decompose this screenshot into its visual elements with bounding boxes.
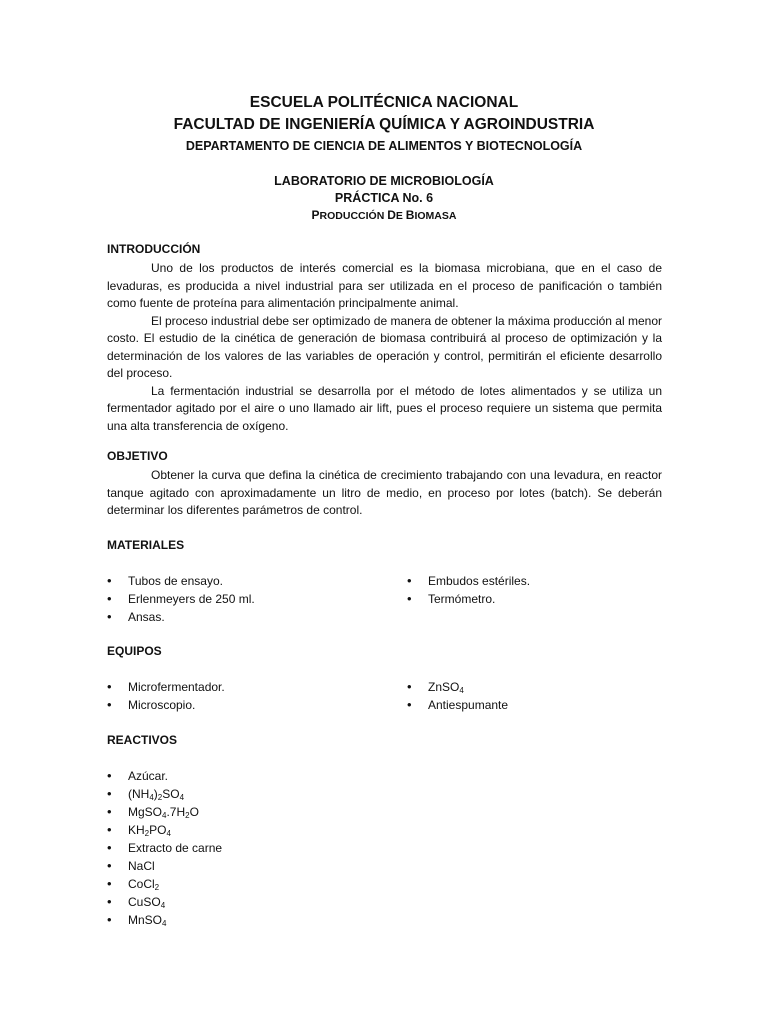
formula-subscript: 2: [154, 883, 160, 892]
subtitle-part: RODUCCIÓN: [319, 210, 388, 222]
formula-part: KH: [128, 823, 145, 837]
list-item: • Antiespumante: [407, 696, 508, 714]
formula-part: MnSO: [128, 913, 163, 927]
list-item: [107, 821, 222, 839]
objective-heading: OBJETIVO: [107, 449, 168, 463]
faculty-title: FACULTAD DE INGENIERÍA QUÍMICA Y AGROINDUSTRIA: [173, 116, 595, 133]
formula-part: PO: [149, 823, 167, 837]
formula-subscript: 4: [166, 829, 171, 838]
formula-part: MgSO: [128, 805, 163, 819]
list-item: • Erlenmeyers de 250 ml.: [107, 590, 255, 608]
list-item: • Microfermentador.: [107, 678, 225, 696]
practice-subtitle: [0, 208, 768, 222]
formula-subscript: 2: [185, 811, 190, 820]
materials-list-left: [107, 572, 255, 626]
formula-subscript: 4: [160, 901, 166, 910]
intro-paragraph-1: Uno de los productos de interés comercial es la biomasa microbiana, que en el caso de levaduras, es producida a nivel industrial para ser utilizada en el proceso de panificación o también como fuente de proteína para alimentación principalmente animal.: [107, 261, 662, 310]
formula-part: SO: [162, 787, 180, 801]
list-item: [107, 803, 222, 821]
subtitle-initial: P: [311, 208, 320, 222]
subtitle-initial: B: [405, 208, 415, 222]
intro-paragraph-3: La fermentación industrial se desarrolla por el método de lotes alimentados y se utiliza un fermentador agitado por el aire o uno llamado air lift, pues el proceso requiere un sistema que permita una alta transferencia de oxígeno.: [107, 383, 662, 433]
department-title: DEPARTAMENTO DE CIENCIA DE ALIMENTOS Y BIOTECNOLOGÍA: [185, 139, 583, 153]
formula-part: O: [189, 805, 199, 819]
formula-part: .7H: [166, 805, 186, 819]
list-item: [407, 678, 508, 696]
formula-subscript: 2: [157, 793, 163, 802]
formula-part: ): [153, 787, 158, 801]
list-item: [107, 785, 222, 803]
equipment-heading: EQUIPOS: [107, 644, 162, 658]
subtitle-part: IOMASA: [414, 210, 457, 222]
materials-heading: MATERIALES: [107, 538, 185, 552]
institution-title: ESCUELA POLITÉCNICA NACIONAL: [249, 94, 519, 111]
list-item: • Ansas.: [107, 608, 255, 626]
intro-paragraph-2: El proceso industrial debe ser optimizado de manera de obtener la máxima producción al menor costo. El estudio de la cinética de generación de biomasa contribuirá al proceso de optimización y la determinación de los valores de las variables de operación y control, permitirán el eficiente desarrollo del proceso.: [107, 313, 662, 380]
list-item: • Microscopio.: [107, 696, 225, 714]
formula-subscript: 4: [179, 793, 185, 802]
formula-part: CuSO: [128, 895, 161, 909]
list-item: • NaCl: [107, 857, 222, 875]
reagents-heading: REACTIVOS: [107, 733, 178, 747]
intro-body: [107, 260, 662, 435]
list-item: • Embudos estériles.: [407, 572, 530, 590]
formula-part: CoCl: [128, 877, 155, 891]
practice-number: PRÁCTICA No. 6: [334, 191, 434, 205]
list-item: • Extracto de carne: [107, 839, 222, 857]
intro-heading: INTRODUCCIÓN: [107, 242, 201, 256]
formula-part: (NH: [128, 787, 150, 801]
objective-body: [107, 467, 662, 520]
subtitle-initial: D: [387, 208, 396, 222]
list-item: • Tubos de ensayo.: [107, 572, 255, 590]
objective-paragraph: Obtener la curva que defina la cinética de crecimiento trabajando con una levadura, en reactor tanque agitado con aproximadamente un litro de medio, en proceso por lotes (batch). Se deberán determinar los diferentes parámetros de control.: [107, 468, 662, 517]
subtitle-part: E: [395, 210, 406, 222]
formula-subscript: 4: [149, 793, 154, 802]
list-item: [107, 911, 222, 929]
equipment-list-right: [407, 678, 508, 714]
list-item: • Azúcar.: [107, 767, 222, 785]
reagents-list: [107, 767, 222, 929]
equipment-list-left: [107, 678, 225, 714]
formula-subscript: 2: [144, 829, 150, 838]
materials-list-right: [407, 572, 530, 608]
formula-subscript: 4: [459, 686, 464, 695]
formula-part: ZnSO: [428, 680, 460, 694]
list-item: [107, 893, 222, 911]
lab-title: LABORATORIO DE MICROBIOLOGÍA: [274, 174, 494, 188]
formula-subscript: 4: [162, 919, 167, 928]
list-item: [107, 875, 222, 893]
formula-subscript: 4: [162, 811, 167, 820]
list-item: • Termómetro.: [407, 590, 530, 608]
